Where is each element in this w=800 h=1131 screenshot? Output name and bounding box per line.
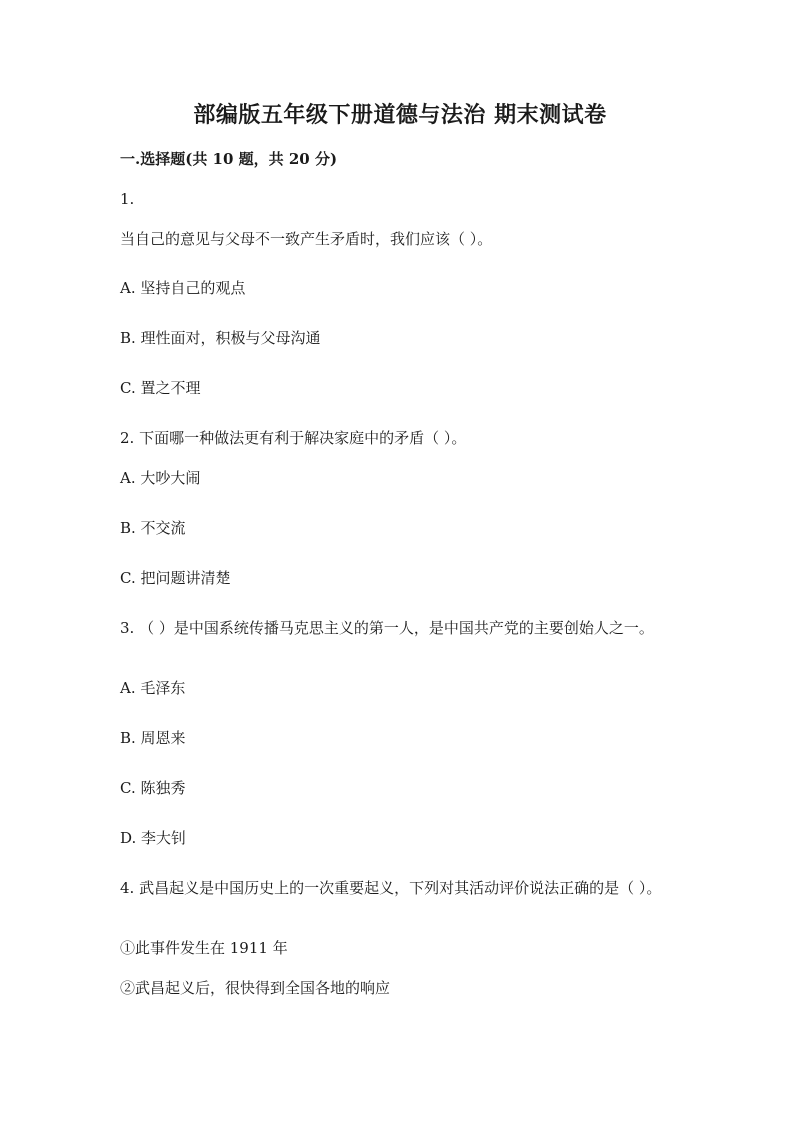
question-1-option-b: B. 理性面对，积极与父母沟通 [120, 329, 321, 347]
question-2-option-c: C. 把问题讲清楚 [120, 569, 231, 587]
question-3-option-b: B. 周恩来 [120, 729, 186, 747]
question-1-number: 1. [120, 190, 135, 208]
question-2-option-a: A. 大吵大闹 [120, 469, 201, 487]
question-1-option-a: A. 坚持自己的观点 [120, 279, 246, 297]
question-4-statement-2: ②武昌起义后，很快得到全国各地的响应 [120, 979, 391, 997]
question-3-option-c: C. 陈独秀 [120, 779, 186, 797]
question-2-stem: 2. 下面哪一种做法更有利于解决家庭中的矛盾（ ）。 [120, 429, 467, 447]
question-4-statement-1: ①此事件发生在 1911 年 [120, 939, 288, 957]
question-1-stem: 当自己的意见与父母不一致产生矛盾时，我们应该（ ）。 [120, 230, 493, 248]
document-title: 部编版五年级下册道德与法治 期末测试卷 [193, 102, 607, 128]
question-2-option-b: B. 不交流 [120, 519, 186, 537]
question-3-option-a: A. 毛泽东 [120, 679, 186, 697]
question-3-stem: 3. （ ）是中国系统传播马克思主义的第一人，是中国共产党的主要创始人之一。 [120, 619, 654, 637]
section-heading: 一.选择题(共 10 题，共 20 分) [120, 150, 338, 168]
question-3-option-d: D. 李大钊 [120, 829, 187, 847]
question-1-option-c: C. 置之不理 [120, 379, 201, 397]
question-4-stem: 4. 武昌起义是中国历史上的一次重要起义，下列对其活动评价说法正确的是（ ）。 [120, 879, 662, 897]
